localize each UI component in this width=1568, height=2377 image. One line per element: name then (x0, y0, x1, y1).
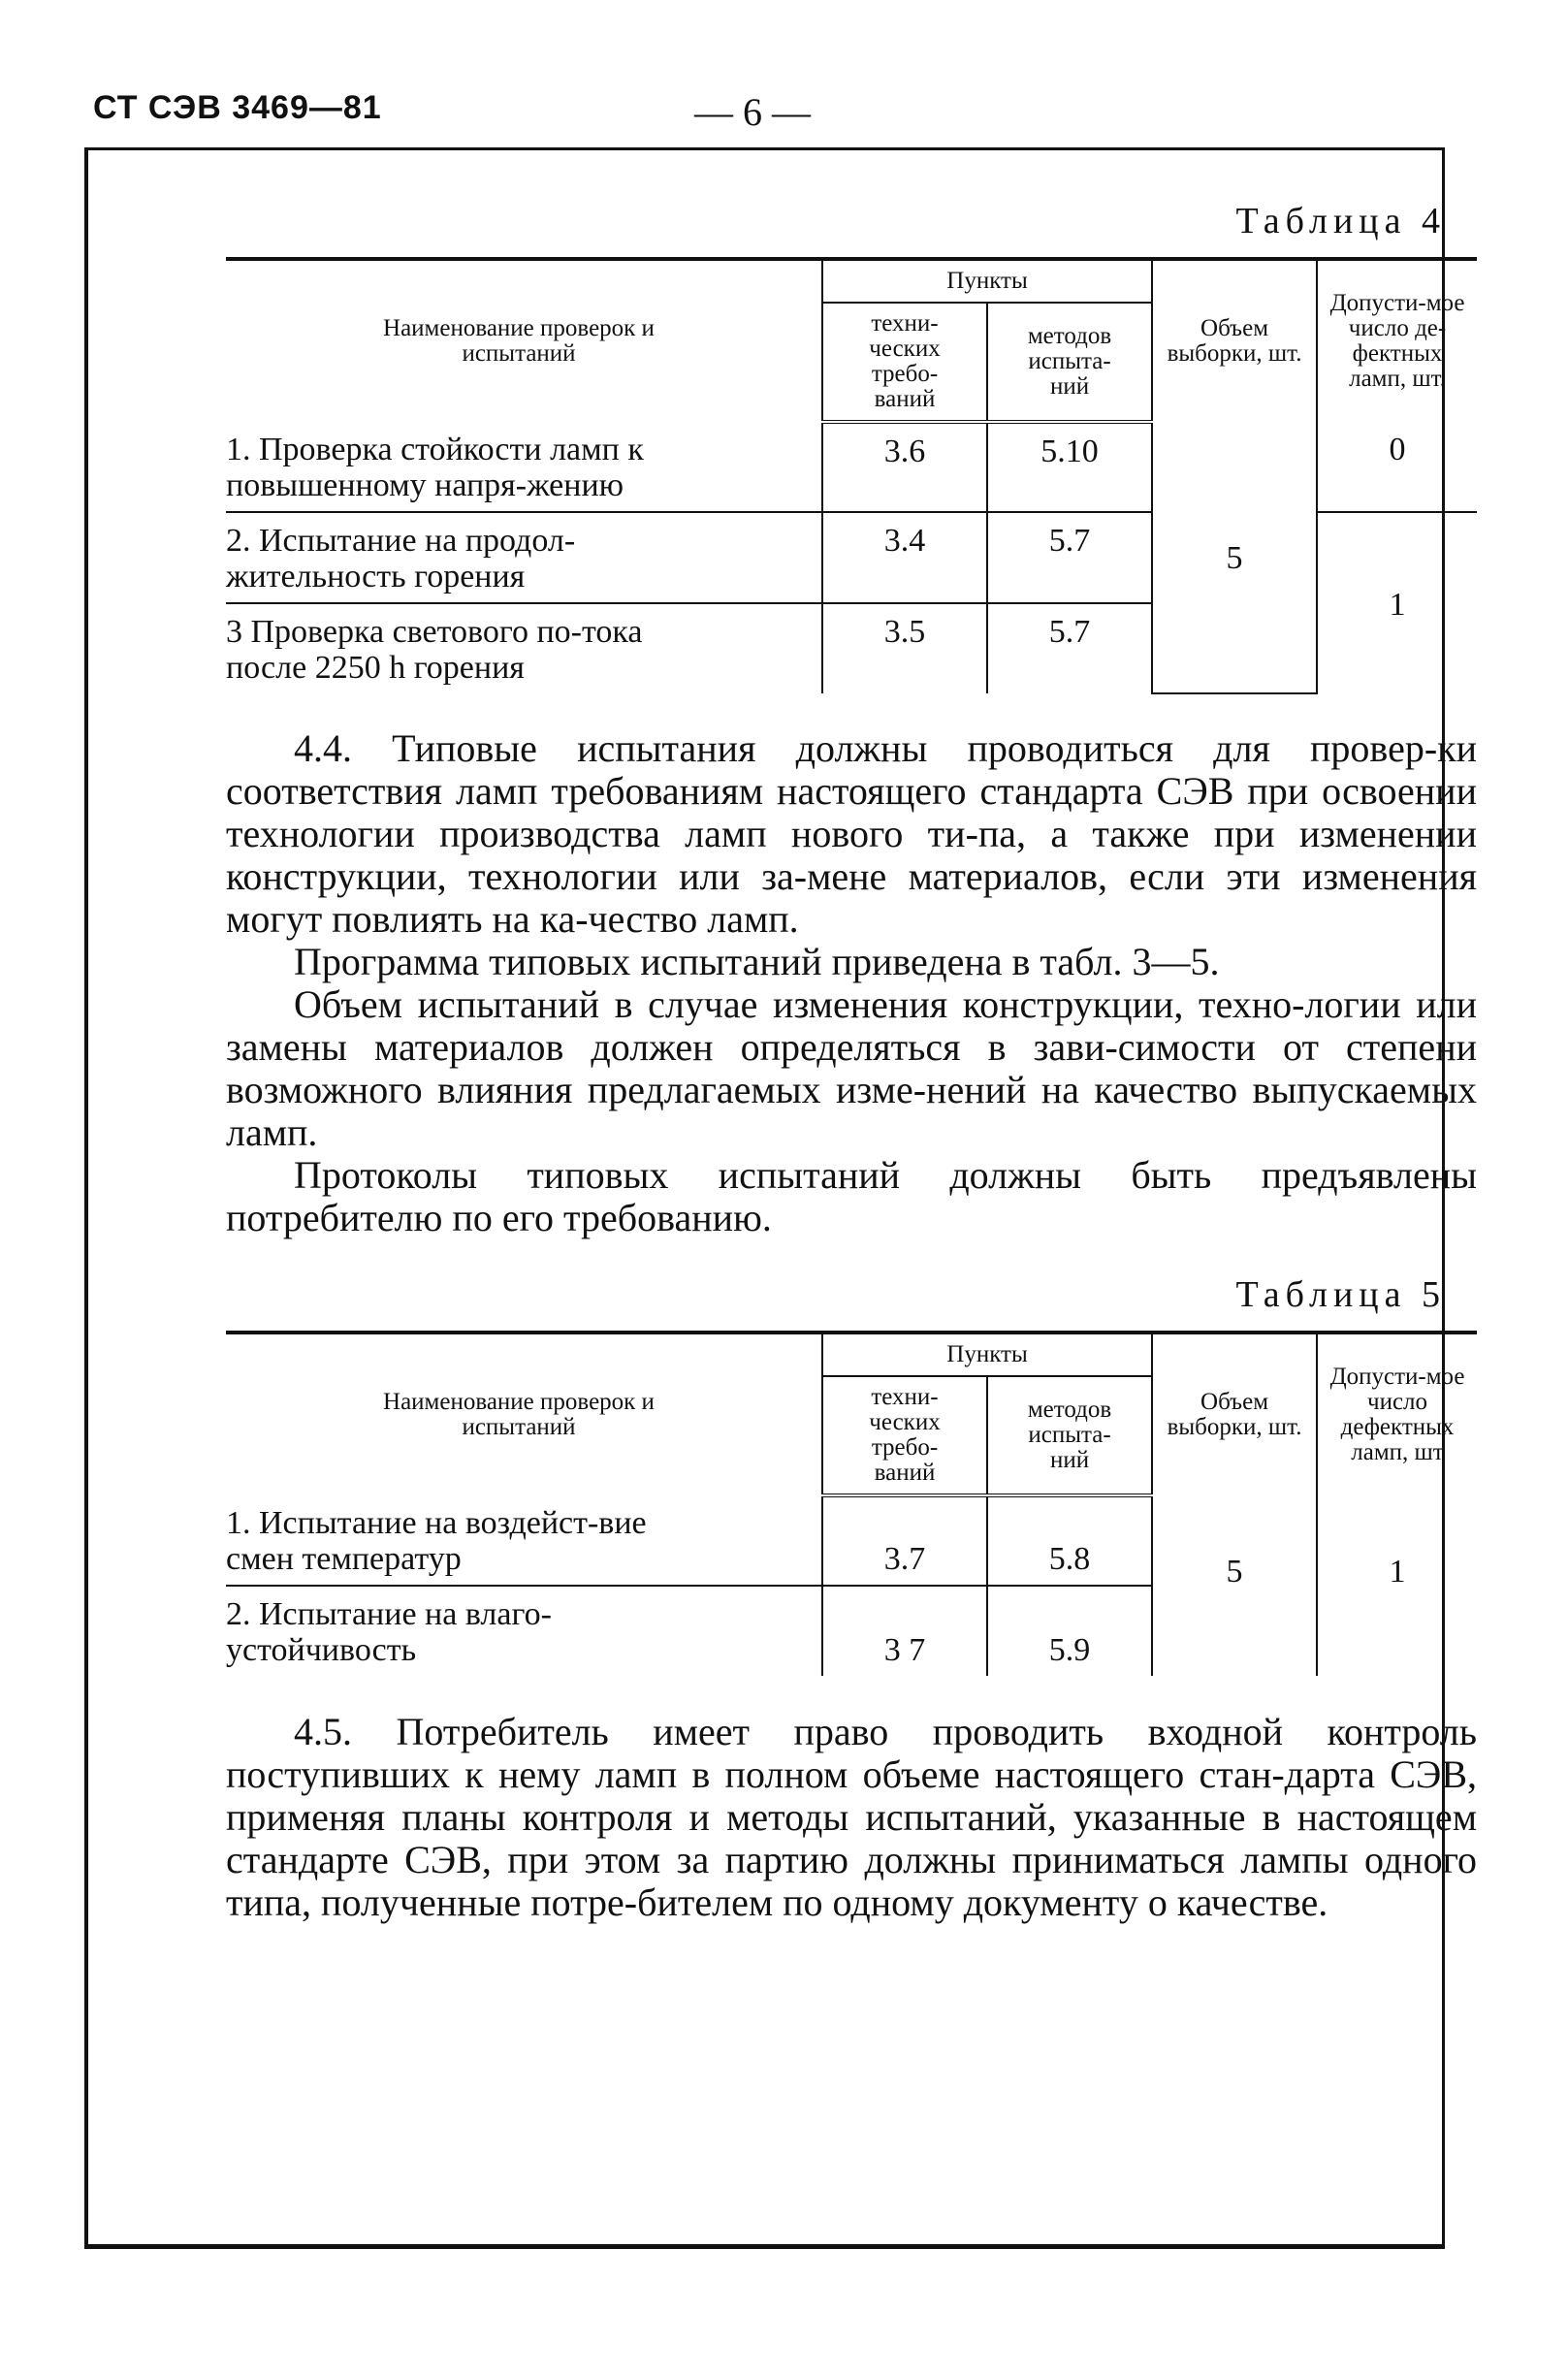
sample-size-cell: 5 (1152, 1495, 1317, 1676)
page-content (226, 150, 1477, 1924)
column-header-defects-allowed: Допусти-мое число де-фектных ламп, шт. (1317, 259, 1477, 422)
table-4 (226, 257, 1477, 694)
page-header (93, 89, 1470, 138)
table-5 (226, 1331, 1477, 1676)
row-tech-req: 3.6 (822, 422, 987, 512)
standard-code: СТ СЭВ 3469—81 (93, 89, 382, 126)
row-name: 1. Испытание на воздейст-вие смен температур (226, 1495, 822, 1586)
row-name: 2. Испытание на продол-жительность горения (226, 512, 822, 603)
row-test-method: 5.10 (987, 422, 1152, 512)
table-4-caption: Таблица 4 (1235, 201, 1446, 241)
column-header-tech-requirements: техни-ческих требо-ваний (822, 303, 987, 422)
column-header-sample-size: Объем выборки, шт. (1152, 259, 1317, 422)
row-tech-req: 3.4 (822, 512, 987, 603)
defects-cell: 1 (1317, 512, 1477, 693)
column-header-points: Пункты (822, 1333, 1152, 1376)
row-tech-req: 3.7 (822, 1495, 987, 1586)
defects-cell: 1 (1317, 1495, 1477, 1676)
section-4-4-paragraph: 4.4. Типовые испытания должны проводиться для провер-ки соответствия ламп требованиям настоящего стандарта СЭВ при освоении технологии производства ламп нового ти-па, а также при изменении конструкции, технологии или за-мене материалов, если эти изменения могут повлиять на ка-чество ламп. (226, 726, 1477, 941)
page-frame (84, 147, 1477, 2249)
row-tech-req: 3.5 (822, 603, 987, 693)
page-number: — 6 — (694, 90, 811, 134)
row-name: 2. Испытание на влаго-устойчивость (226, 1596, 552, 1668)
column-header-tech-requirements: техни-ческих требо-ваний (822, 1376, 987, 1495)
column-header-sample-size: Объем выборки, шт. (1152, 1333, 1317, 1495)
column-header-name: Наименование проверок и испытаний (226, 259, 822, 422)
column-header-points: Пункты (822, 259, 1152, 303)
column-header-test-methods: методов испыта-ний (987, 1376, 1152, 1495)
table-row (226, 1495, 1477, 1586)
row-name: 1. Проверка стойкости ламп к повышенному напря-жению (226, 422, 822, 512)
row-tech-req: 3 7 (822, 1586, 987, 1676)
row-name: 3 Проверка светового по-тока после 2250 h горения (226, 614, 643, 686)
sample-size-cell: 5 (1152, 422, 1317, 693)
row-test-method: 5.7 (987, 603, 1152, 693)
column-header-name: Наименование проверок и испытаний (226, 1333, 822, 1495)
row-test-method: 5.9 (987, 1586, 1152, 1676)
column-header-defects-allowed: Допусти-мое число дефектных ламп, шт (1317, 1333, 1477, 1495)
section-4-4-paragraph: Программа типовых испытаний приведена в табл. 3—5. (294, 940, 1220, 983)
row-test-method: 5.8 (987, 1495, 1152, 1586)
row-test-method: 5.7 (987, 512, 1152, 603)
section-4-4-paragraph: Объем испытаний в случае изменения конструкции, техно-логии или замены материалов должен определяться в зави-симости от степени возможного влияния предлагаемых изме-нений на качество выпускаемых ламп. (226, 982, 1477, 1154)
row-defects: 0 (1317, 422, 1477, 512)
section-4-5-paragraph: 4.5. Потребитель имеет право проводить входной контроль поступивших к нему ламп в полном объеме настоящего стан-дарта СЭВ, применяя планы контроля и методы испытаний, указанные в настоящем стандарте СЭВ, при этом за партию должны приниматься лампы одного типа, полученные потре-бителем по одному документу о качестве. (226, 1710, 1477, 1924)
table-5-caption: Таблица 5 (1235, 1274, 1446, 1315)
section-4-4-paragraph: Протоколы типовых испытаний должны быть предъявлены потребителю по его требованию. (226, 1153, 1477, 1239)
table-row (226, 422, 1477, 512)
column-header-test-methods: методов испыта-ний (987, 303, 1152, 422)
